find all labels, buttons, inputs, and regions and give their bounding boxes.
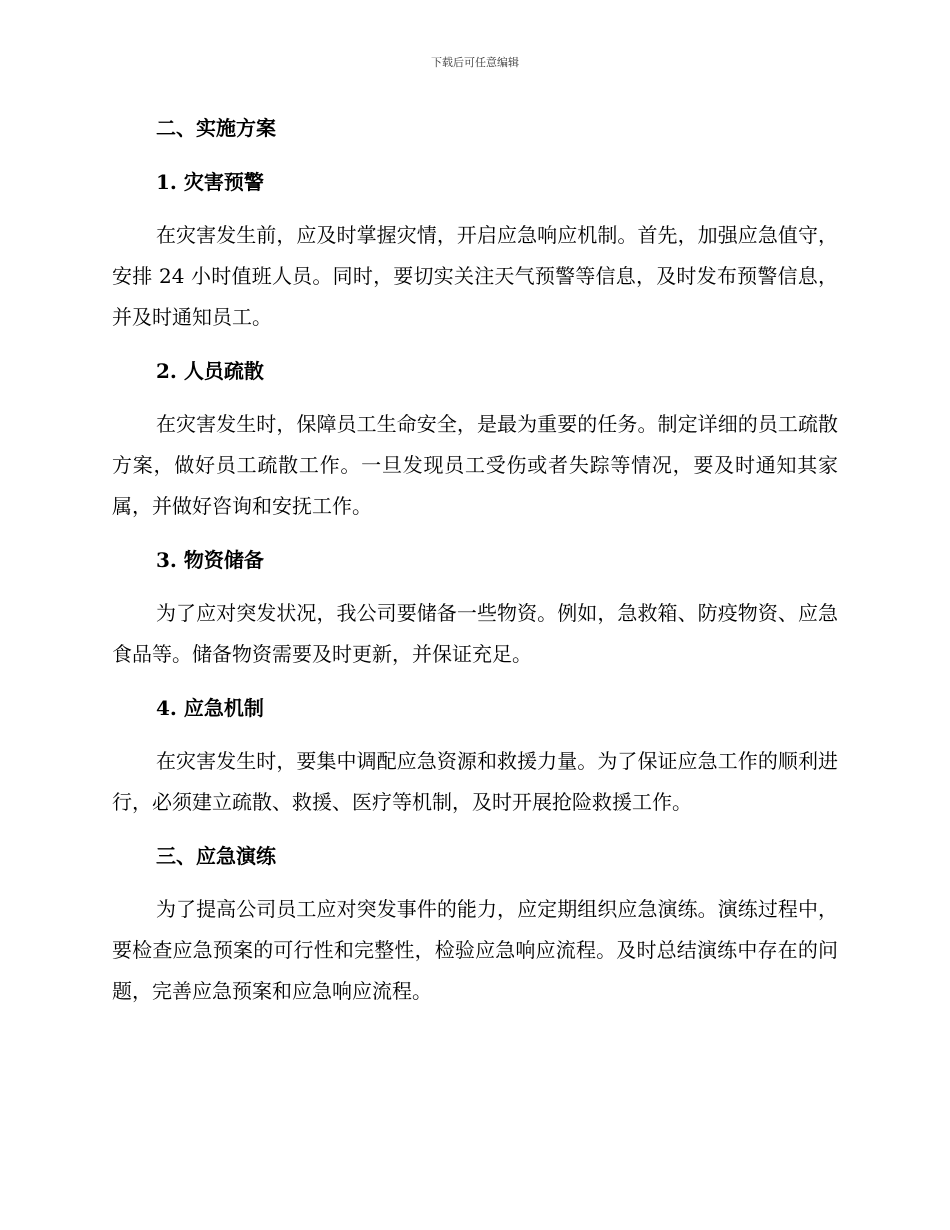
page-header-note: 下载后可任意编辑 bbox=[431, 56, 519, 69]
document-body bbox=[112, 110, 838, 1012]
subheading-evacuation: 2. 人员疏散 bbox=[156, 359, 264, 383]
paragraph-supplies: 为了应对突发状况，我公司要储备一些物资。例如，急救箱、防疫物资、应急食品等。储备物资需要及时更新，并保证充足。 bbox=[112, 601, 838, 666]
paragraph-drill: 为了提高公司员工应对突发事件的能力，应定期组织应急演练。演练过程中，要检查应急预案的可行性和完整性，检验应急响应流程。及时总结演练中存在的问题，完善应急预案和应急响应流程。 bbox=[112, 897, 838, 1003]
paragraph-disaster-warning: 在灾害发生前，应及时掌握灾情，开启应急响应机制。首先，加强应急值守，安排 24 小时值班人员。同时，要切实关注天气预警等信息，及时发布预警信息，并及时通知员工。 bbox=[112, 223, 838, 329]
subheading-emergency-mechanism: 4. 应急机制 bbox=[156, 696, 264, 720]
section-heading-drill: 三、应急演练 bbox=[156, 844, 276, 868]
subheading-disaster-warning: 1. 灾害预警 bbox=[156, 170, 264, 194]
paragraph-evacuation: 在灾害发生时，保障员工生命安全，是最为重要的任务。制定详细的员工疏散方案，做好员工疏散工作。一旦发现员工受伤或者失踪等情况，要及时通知其家属，并做好咨询和安抚工作。 bbox=[112, 412, 838, 518]
subheading-supplies: 3. 物资储备 bbox=[156, 548, 264, 572]
section-heading-implementation: 二、实施方案 bbox=[156, 116, 276, 140]
paragraph-emergency-mechanism: 在灾害发生时，要集中调配应急资源和救援力量。为了保证应急工作的顺利进行，必须建立疏散、救援、医疗等机制，及时开展抢险救援工作。 bbox=[112, 749, 838, 814]
